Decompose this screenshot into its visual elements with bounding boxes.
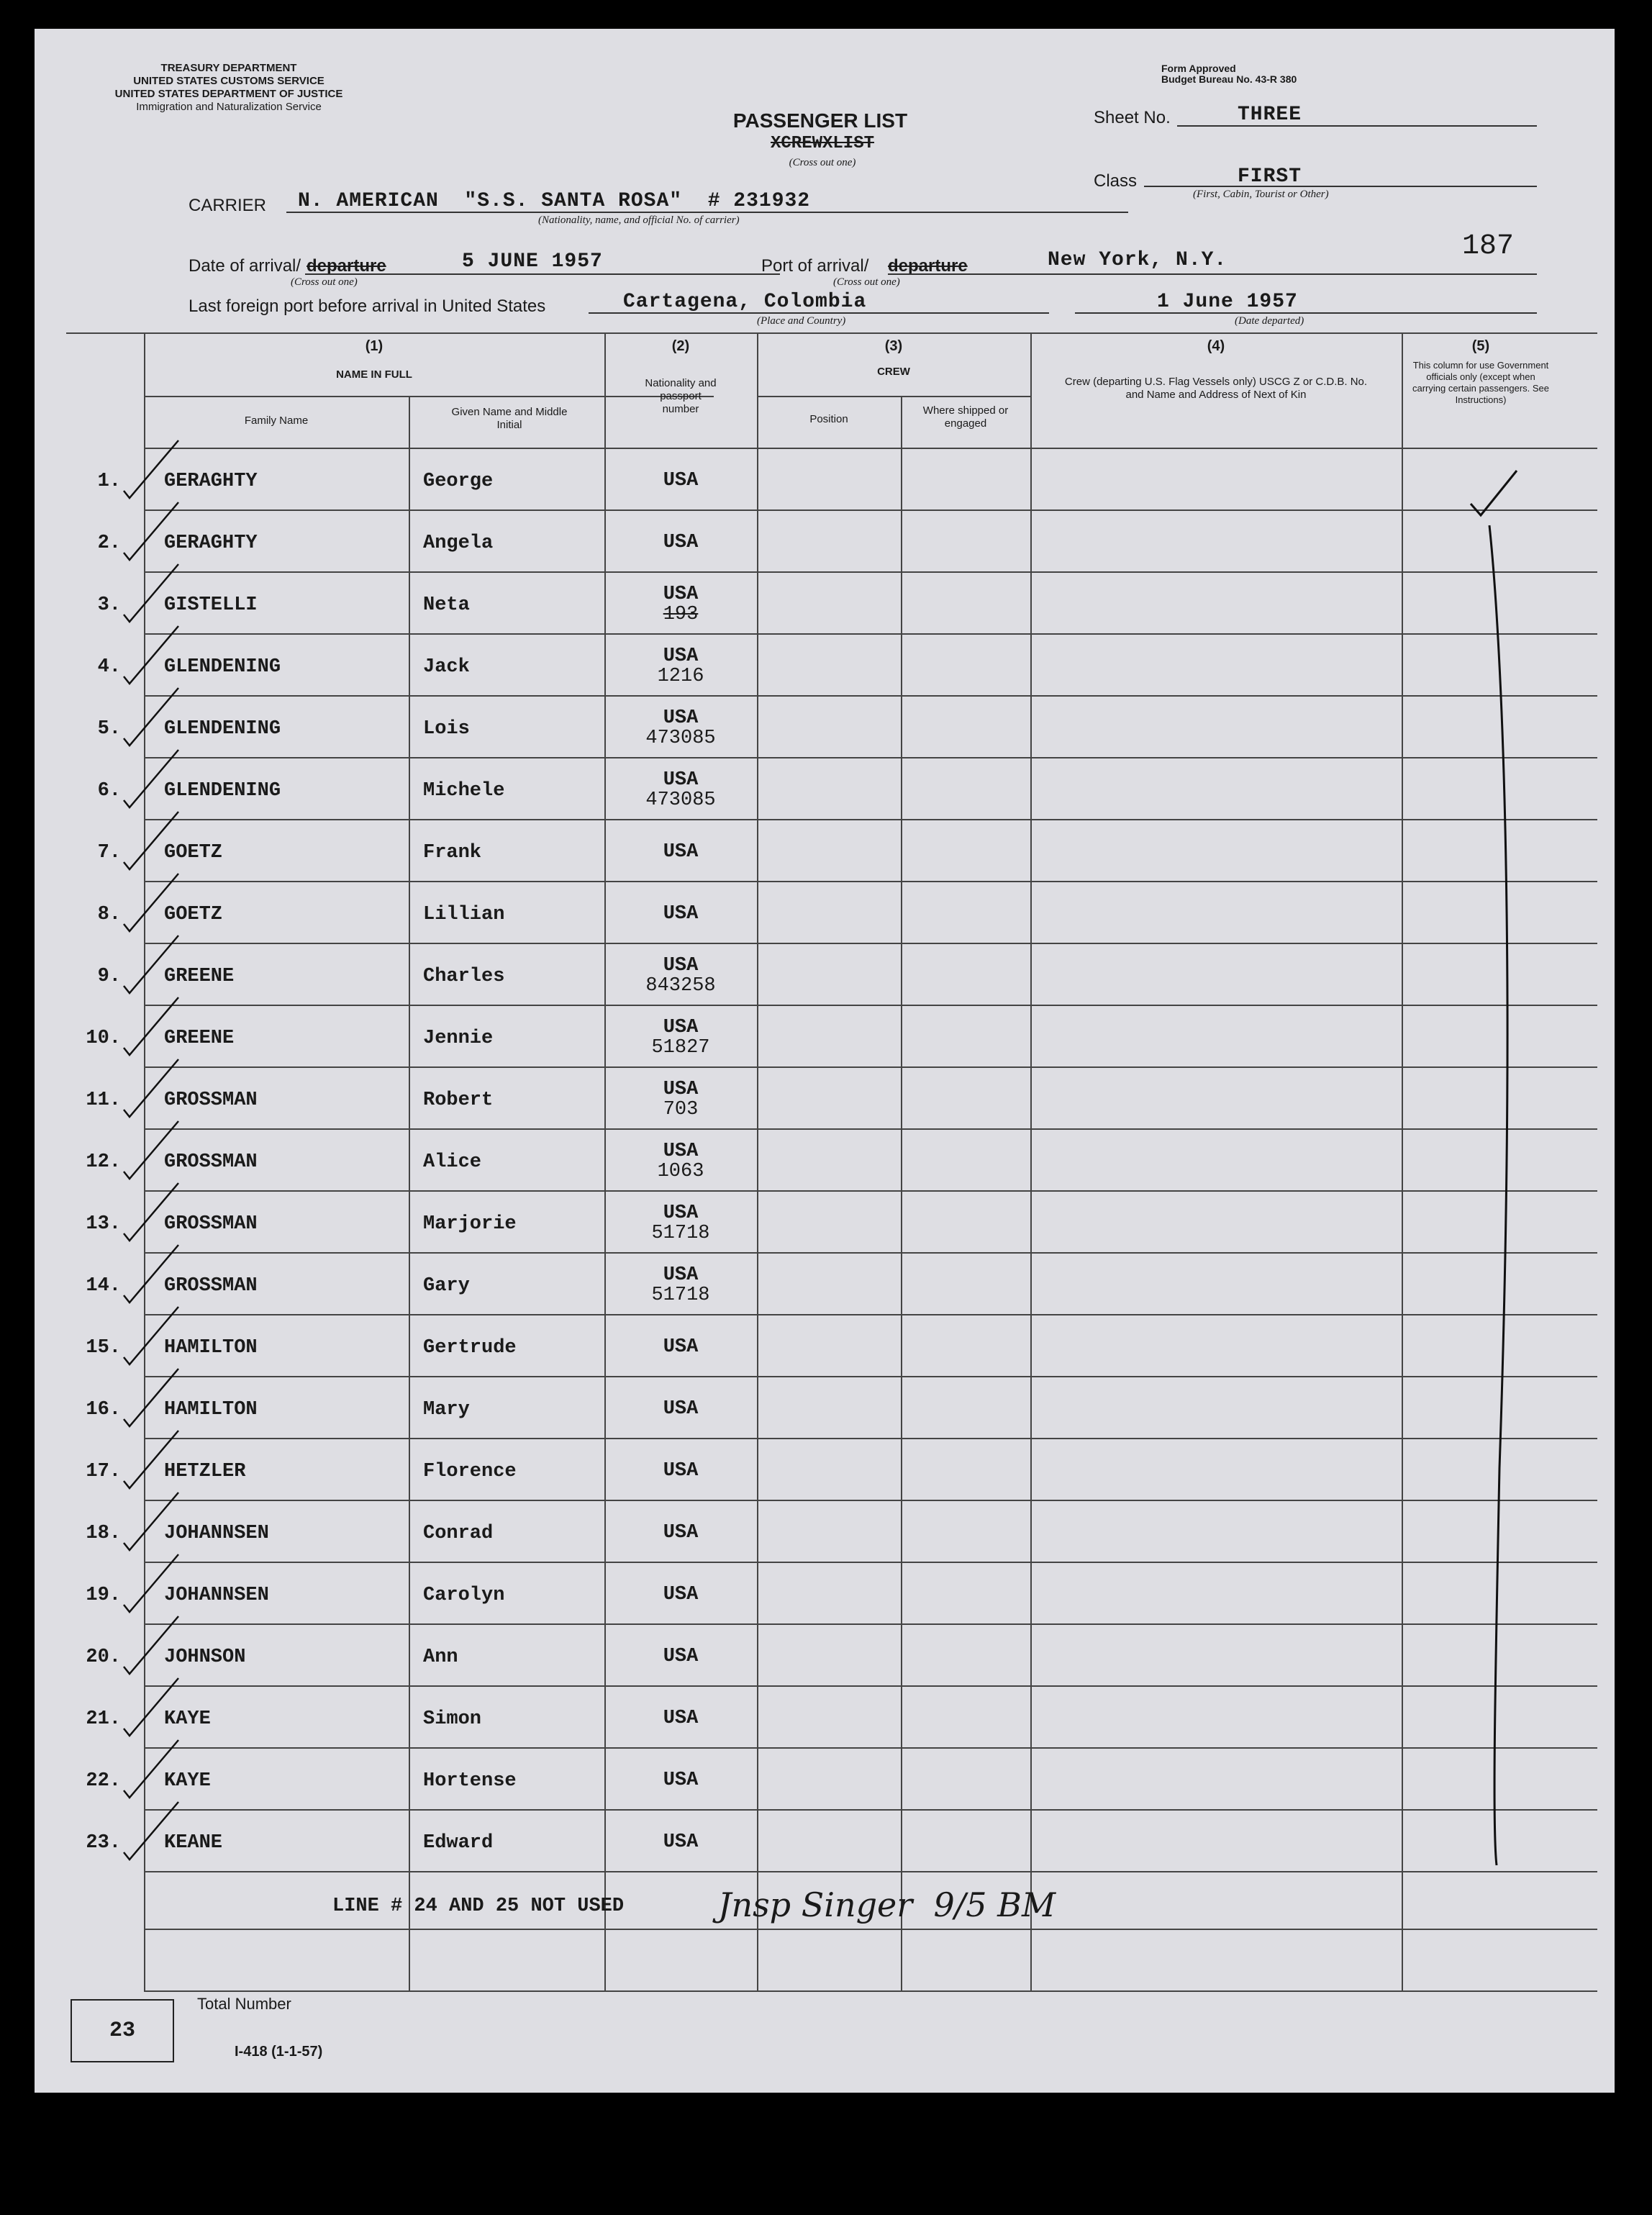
nationality: USA — [663, 1336, 699, 1358]
given-name: Charles — [423, 966, 505, 987]
col1-number: (1) — [365, 338, 384, 354]
departed-note: (Date departed) — [1235, 315, 1304, 327]
page-title: PASSENGER LIST — [732, 109, 908, 132]
family-name: GROSSMAN — [164, 1151, 258, 1173]
row-number: 15. — [86, 1337, 121, 1359]
title-cross-note: (Cross out one) — [789, 157, 856, 168]
given-name: Lillian — [423, 904, 505, 925]
col2-title: Nationality and passport number — [645, 377, 717, 415]
passport-number: 51718 — [651, 1223, 710, 1244]
col4-title: Crew (departing U.S. Flag Vessels only) USCG Z or C.D.B. No. and Name and Address of Next of Kin — [1064, 376, 1368, 401]
row-number: 1. — [97, 471, 121, 492]
family-name: HAMILTON — [164, 1337, 258, 1359]
given-name: Jack — [423, 656, 470, 678]
nationality: USA — [663, 532, 699, 553]
passport-number: 1063 — [657, 1161, 704, 1182]
carrier-label: CARRIER — [189, 196, 267, 215]
inspector-signature: Jnsp Singer 9/5 BM — [718, 1885, 1056, 1924]
agency-line-2: UNITED STATES CUSTOMS SERVICE — [133, 75, 324, 87]
nationality: USA — [663, 903, 699, 925]
total-box: 23 — [71, 1999, 174, 2062]
nationality: USA — [663, 1079, 699, 1100]
row-number: 10. — [86, 1028, 121, 1049]
row-number: 13. — [86, 1213, 121, 1235]
given-name: Jennie — [423, 1028, 494, 1049]
family-name: GROSSMAN — [164, 1213, 258, 1235]
column5-vertical-tick-line — [1489, 525, 1507, 1865]
row-number: 23. — [86, 1832, 121, 1854]
family-name: JOHNSON — [164, 1646, 246, 1668]
class-label: Class — [1094, 171, 1138, 191]
col1-title: NAME IN FULL — [336, 368, 412, 381]
given-name: Frank — [423, 842, 482, 864]
row-check-icon — [124, 564, 178, 622]
col1-given-header: Given Name and Middle Initial — [451, 406, 568, 431]
col4-number: (4) — [1207, 338, 1225, 354]
family-name: GOETZ — [164, 904, 223, 925]
row-check-icon — [124, 936, 178, 993]
nationality: USA — [663, 1264, 699, 1286]
given-name: Edward — [423, 1832, 494, 1854]
last-port-label: Last foreign port before arrival in United States — [189, 296, 546, 316]
nationality: USA — [663, 646, 699, 667]
crossed-crew-list: XCREWXLIST — [770, 134, 875, 153]
class-value: FIRST — [1238, 166, 1302, 188]
family-name: HETZLER — [164, 1461, 246, 1482]
last-port-value: Cartagena, Colombia — [623, 291, 867, 313]
row-number: 7. — [97, 842, 121, 864]
row-check-icon — [124, 1492, 178, 1550]
nationality: USA — [663, 841, 699, 863]
date-crossed: departure — [307, 256, 386, 276]
port-note: (Cross out one) — [833, 276, 900, 288]
given-name: Gary — [423, 1275, 470, 1297]
row-number: 14. — [86, 1275, 121, 1297]
row-number: 3. — [97, 594, 121, 616]
row-check-icon — [124, 440, 178, 498]
family-name: GLENDENING — [164, 656, 281, 678]
row-number: 4. — [97, 656, 121, 678]
family-name: KAYE — [164, 1770, 211, 1792]
col3-position-header: Position — [809, 413, 848, 425]
row-check-icon — [124, 997, 178, 1055]
row-number: 22. — [86, 1770, 121, 1792]
passport-number: 1216 — [657, 666, 704, 687]
given-name: Florence — [423, 1461, 517, 1482]
total-label: Total Number — [197, 1995, 291, 2013]
nationality: USA — [663, 584, 699, 605]
nationality: USA — [663, 1770, 699, 1791]
family-name: GERAGHTY — [164, 471, 258, 492]
row-number: 5. — [97, 718, 121, 740]
sheet-value: THREE — [1238, 104, 1302, 126]
row-check-icon — [124, 1616, 178, 1674]
row-check-icon — [124, 1245, 178, 1303]
row-number: 19. — [86, 1585, 121, 1606]
nationality: USA — [663, 769, 699, 791]
unused-lines-note: LINE # 24 AND 25 NOT USED — [332, 1895, 625, 1917]
family-name: KAYE — [164, 1708, 211, 1730]
nationality: USA — [663, 1202, 699, 1224]
handwritten-marks — [35, 29, 1615, 2093]
col3-number: (3) — [884, 338, 903, 354]
row-number: 6. — [97, 780, 121, 802]
family-name: KEANE — [164, 1832, 223, 1854]
row-number: 11. — [86, 1090, 121, 1111]
row-number: 21. — [86, 1708, 121, 1730]
family-name: GLENDENING — [164, 718, 281, 740]
given-name: Conrad — [423, 1523, 494, 1544]
given-name: Alice — [423, 1151, 482, 1173]
nationality: USA — [663, 707, 699, 729]
col2-number: (2) — [671, 338, 690, 354]
row-number: 2. — [97, 533, 121, 554]
family-name: GLENDENING — [164, 780, 281, 802]
family-name: JOHANNSEN — [164, 1523, 269, 1544]
given-name: George — [423, 471, 494, 492]
nationality: USA — [663, 1460, 699, 1482]
family-name: GROSSMAN — [164, 1090, 258, 1111]
nationality: USA — [663, 1398, 699, 1420]
row-check-icon — [124, 626, 178, 684]
col3-title: CREW — [877, 366, 910, 378]
family-name: HAMILTON — [164, 1399, 258, 1421]
passenger-list-sheet — [35, 29, 1615, 2093]
given-name: Michele — [423, 780, 505, 802]
given-name: Neta — [423, 594, 470, 616]
row-number: 12. — [86, 1151, 121, 1173]
nationality: USA — [663, 470, 699, 492]
passport-number: 703 — [663, 1099, 699, 1120]
nationality: USA — [663, 1646, 699, 1667]
column5-check-icon — [1471, 471, 1517, 515]
given-name: Hortense — [423, 1770, 517, 1792]
col3-where-header: Where shipped or engaged — [922, 404, 1009, 430]
col1-family-header: Family Name — [244, 415, 309, 427]
nationality: USA — [663, 1831, 699, 1853]
agency-line-4: Immigration and Naturalization Service — [136, 101, 322, 113]
nationality: USA — [663, 955, 699, 977]
budget-bureau: Budget Bureau No. 43-R 380 — [1161, 73, 1297, 85]
row-check-icon — [124, 1183, 178, 1241]
given-name: Simon — [423, 1708, 482, 1730]
nationality: USA — [663, 1522, 699, 1544]
row-number: 9. — [97, 966, 121, 987]
class-note: (First, Cabin, Tourist or Other) — [1193, 189, 1329, 200]
note-row-bottom-line — [144, 1929, 1597, 1930]
row-check-icon — [124, 502, 178, 560]
row-check-icon — [124, 1121, 178, 1179]
given-name: Lois — [423, 718, 470, 740]
family-name: GISTELLI — [164, 594, 258, 616]
port-crossed: departure — [888, 256, 968, 276]
row-number: 16. — [86, 1399, 121, 1421]
family-name: GERAGHTY — [164, 533, 258, 554]
form-approved: Form Approved — [1161, 63, 1236, 74]
form-number: I-418 (1-1-57) — [235, 2044, 323, 2060]
given-name: Angela — [423, 533, 494, 554]
port-label: Port of arrival/ — [761, 256, 869, 276]
given-name: Ann — [423, 1646, 458, 1668]
row-number: 20. — [86, 1646, 121, 1668]
nationality: USA — [663, 1141, 699, 1162]
given-name: Robert — [423, 1090, 494, 1111]
given-name: Gertrude — [423, 1337, 517, 1359]
nationality: USA — [663, 1708, 699, 1729]
family-name: GREENE — [164, 1028, 235, 1049]
row-check-icon — [124, 1678, 178, 1736]
row-check-icon — [124, 1059, 178, 1117]
given-name: Carolyn — [423, 1585, 505, 1606]
row-check-icon — [124, 1307, 178, 1364]
passport-number: 193 — [663, 604, 699, 625]
family-name: GREENE — [164, 966, 235, 987]
row-check-icon — [124, 874, 178, 931]
family-name: GOETZ — [164, 842, 223, 864]
passport-number: 473085 — [645, 789, 716, 811]
page-number: 187 — [1462, 230, 1515, 263]
row-check-icon — [124, 1740, 178, 1798]
family-name: GROSSMAN — [164, 1275, 258, 1297]
last-port-note: (Place and Country) — [757, 315, 846, 327]
sheet-label: Sheet No. — [1094, 108, 1171, 127]
row-check-icon — [124, 688, 178, 746]
nationality: USA — [663, 1584, 699, 1605]
row-check-icon — [124, 812, 178, 869]
row-check-icon — [124, 1431, 178, 1488]
row-check-icon — [124, 750, 178, 807]
col5-number: (5) — [1471, 338, 1490, 354]
passport-number: 473085 — [645, 728, 716, 749]
passport-number: 51718 — [651, 1285, 710, 1306]
date-note: (Cross out one) — [291, 276, 358, 288]
given-name: Marjorie — [423, 1213, 517, 1235]
row-check-icon — [124, 1554, 178, 1612]
family-name: JOHANNSEN — [164, 1585, 269, 1606]
col5-title: This column for use Government officials only (except when carrying certain passengers. See Instructions) — [1412, 360, 1550, 405]
agency-line-1: TREASURY DEPARTMENT — [160, 62, 297, 74]
row-check-icon — [124, 1802, 178, 1860]
date-label: Date of arrival/ — [189, 256, 301, 276]
row-number: 18. — [86, 1523, 121, 1544]
passport-number: 51827 — [651, 1037, 710, 1059]
row-number: 8. — [97, 904, 121, 925]
port-value: New York, N.Y. — [1048, 249, 1227, 271]
given-name: Mary — [423, 1399, 470, 1421]
row-check-icon — [124, 1369, 178, 1426]
nationality: USA — [663, 1017, 699, 1038]
date-value: 5 JUNE 1957 — [462, 250, 603, 273]
row-number: 17. — [86, 1461, 121, 1482]
agency-line-3: UNITED STATES DEPARTMENT OF JUSTICE — [114, 88, 343, 100]
carrier-value: N. AMERICAN "S.S. SANTA ROSA" # 231932 — [298, 190, 811, 212]
carrier-note: (Nationality, name, and official No. of carrier) — [538, 214, 740, 226]
passport-number: 843258 — [645, 975, 716, 997]
departed-value: 1 June 1957 — [1157, 291, 1298, 313]
